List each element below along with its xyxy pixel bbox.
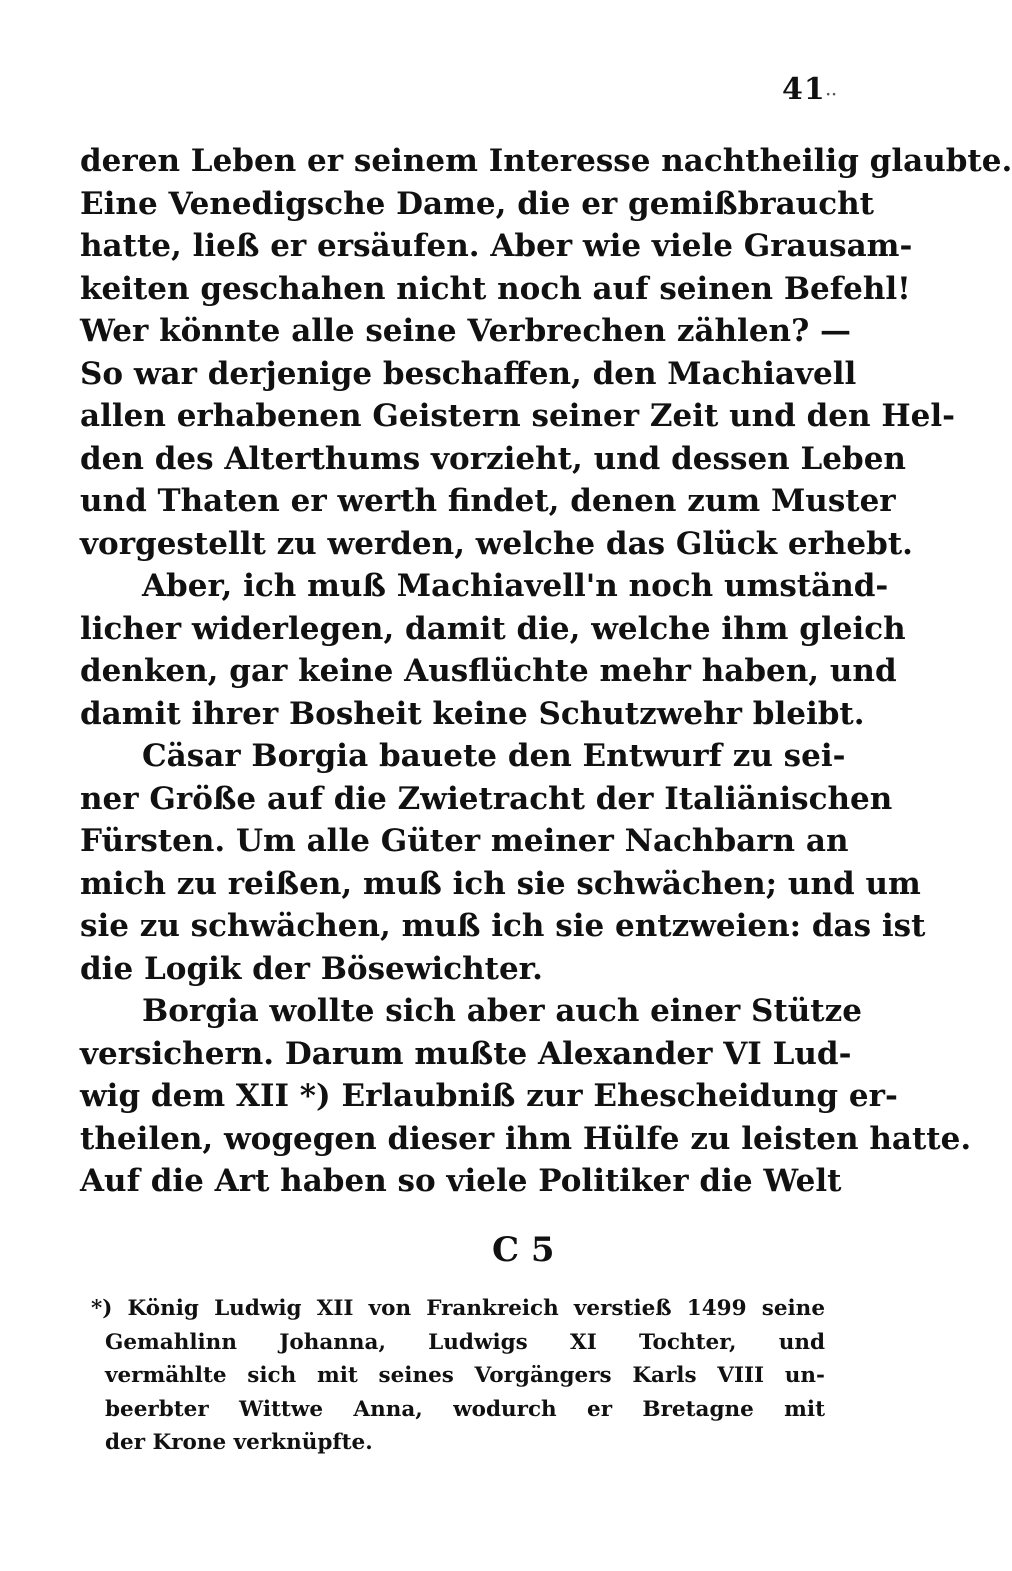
footnote-line: *) König Ludwig XII von Frankreich verstieß 1499 seine	[91, 1296, 825, 1321]
page-number-value: 41	[782, 72, 826, 107]
page-number-marks: ··	[825, 87, 838, 103]
footnote-block	[91, 1292, 825, 1460]
text-line: Fürsten. Um alle Güter meiner Nachbarn an	[80, 823, 849, 859]
text-line: Eine Venedigsche Dame, die er gemißbraucht	[80, 185, 874, 222]
text-line: Borgia wollte sich aber auch einer Stütze	[142, 993, 862, 1029]
text-line: ner Größe auf die Zwietracht der Italiänischen	[80, 780, 893, 817]
text-line: sie zu schwächen, muß ich sie entzweien: das ist	[80, 908, 926, 944]
signature-mark: C 5	[492, 1230, 555, 1270]
text-line: Cäsar Borgia bauete den Entwurf zu sei-	[142, 738, 846, 774]
text-line: mich zu reißen, muß ich sie schwächen; und um	[80, 865, 921, 902]
footnote-line: Gemahlinn Johanna, Ludwigs XI Tochter, und	[105, 1329, 825, 1355]
text-line: denken, gar keine Ausflüchte mehr haben, und	[80, 653, 897, 689]
footnote-line: vermählte sich mit seines Vorgängers Karls VIII un-	[105, 1363, 825, 1388]
text-line: Auf die Art haben so viele Politiker die Welt	[80, 1163, 842, 1199]
text-line: hatte, ließ er ersäufen. Aber wie viele Grausam-	[80, 228, 913, 264]
text-line: und Thaten er werth findet, denen zum Muster	[80, 483, 896, 519]
page-number	[782, 72, 838, 107]
text-line: deren Leben er seinem Interesse nachtheilig glaubte.	[80, 143, 1012, 179]
text-line: damit ihrer Bosheit keine Schutzwehr bleibt.	[80, 695, 865, 732]
text-line: vorgestellt zu werden, welche das Glück erhebt.	[80, 525, 913, 562]
text-line: allen erhabenen Geistern seiner Zeit und den Hel-	[80, 398, 956, 434]
footnote-line: beerbter Wittwe Anna, wodurch er Bretagne mit	[105, 1396, 825, 1422]
text-line: wig dem XII *) Erlaubniß zur Ehescheidung er-	[80, 1078, 898, 1114]
text-line: keiten geschahen nicht noch auf seinen Befehl!	[80, 270, 911, 307]
text-line: den des Alterthums vorzieht, und dessen Leben	[80, 440, 906, 477]
text-line: die Logik der Bösewichter.	[80, 950, 543, 987]
text-line: Aber, ich muß Machiavell'n noch umständ-	[142, 568, 889, 604]
text-line: versichern. Darum mußte Alexander VI Lud-	[80, 1035, 852, 1072]
text-line: theilen, wogegen dieser ihm Hülfe zu leisten hatte.	[80, 1120, 972, 1157]
text-line: licher widerlegen, damit die, welche ihm gleich	[80, 610, 906, 647]
body-text	[80, 140, 1012, 1203]
text-line: Wer könnte alle seine Verbrechen zählen? —	[80, 313, 852, 349]
footnote-line: der Krone verknüpfte.	[105, 1430, 373, 1455]
text-line: So war derjenige beschaffen, den Machiavell	[80, 355, 857, 392]
